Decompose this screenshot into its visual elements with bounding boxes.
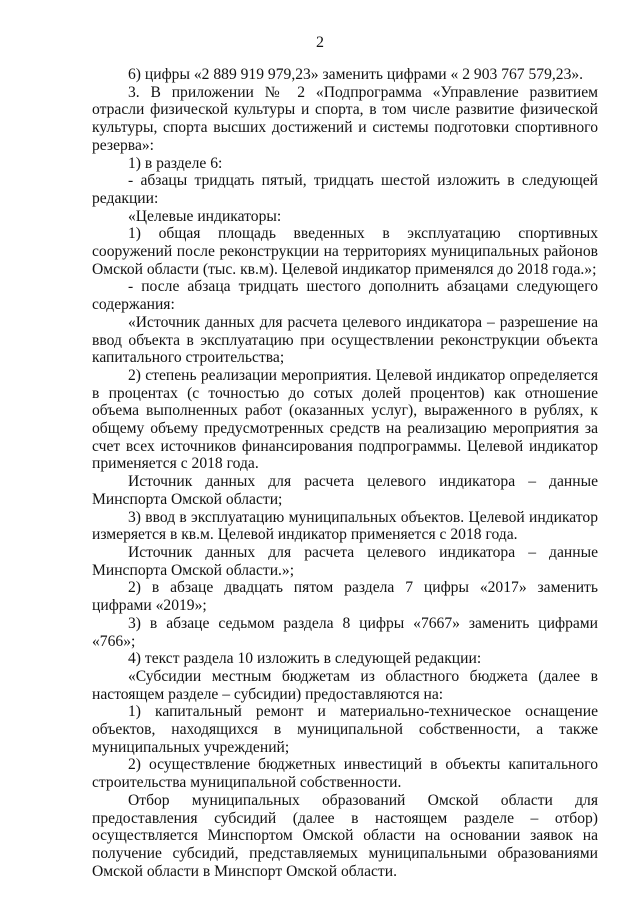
paragraph: «Целевые индикаторы: [128, 207, 282, 225]
document-body [92, 66, 598, 880]
paragraph: «Источник данных для расчета целевого индикатора – разрешение на ввод объекта в эксплуатацию при осуществлении реконструкции объекта капитального строительства; [92, 313, 598, 367]
paragraph: 6) цифры «2 889 919 979,23» заменить цифрами « 2 903 767 579,23». [128, 66, 584, 83]
page-number: 2 [316, 34, 324, 51]
paragraph: Отбор муниципальных образований Омской области для предоставления субсидий (далее в настоящем разделе – отбор) осуществляется Минспортом Омской области на основании заявок на получение субсидий, представляемых муниципальными образованиями Омской области в Минспорт Омской области. [92, 791, 598, 880]
paragraph: 4) текст раздела 10 изложить в следующей редакции: [128, 650, 482, 668]
paragraph: Источник данных для расчета целевого индикатора – данные Минспорта Омской области.»; [92, 543, 598, 579]
paragraph: 1) общая площадь введенных в эксплуатацию спортивных сооружений после реконструкции на территориях муниципальных районов Омской области (тыс. кв.м). Целевой индикатор применялся до 2018 года.»; [92, 225, 598, 278]
paragraph: 2) осуществление бюджетных инвестиций в объекты капитального строительства муниципальной собственности. [92, 756, 598, 792]
paragraph: 3) в абзаце седьмом раздела 8 цифры «7667» заменить цифрами «766»; [92, 614, 598, 650]
paragraph: 1) капитальный ремонт и материально-техническое оснащение объектов, находящихся в муниципальной собственности, а также муниципальных учреждений; [92, 703, 598, 756]
paragraph: - абзацы тридцать пятый, тридцать шестой изложить в следующей редакции: [92, 172, 598, 207]
paragraph: - после абзаца тридцать шестого дополнить абзацами следующего содержания: [92, 278, 598, 314]
paragraph: 3) ввод в эксплуатацию муниципальных объектов. Целевой индикатор измеряется в кв.м. Целевой индикатор применяется с 2018 года. [92, 508, 598, 544]
paragraph: 1) в разделе 6: [128, 154, 223, 172]
paragraph: 3. В приложении № 2 «Подпрограмма «Управление развитием отрасли физической культуры и спорта, в том числе развитие физической культуры, спорта высших достижений и системы подготовки спортивного резерва»: [92, 83, 598, 154]
paragraph: «Субсидии местным бюджетам из областного бюджета (далее в настоящем разделе – субсидии) предоставляются на: [92, 667, 598, 703]
paragraph: Источник данных для расчета целевого индикатора – данные Минспорта Омской области; [92, 473, 598, 508]
paragraph: 2) в абзаце двадцать пятом раздела 7 цифры «2017» заменить цифрами «2019»; [92, 579, 598, 615]
paragraph: 2) степень реализации мероприятия. Целевой индикатор определяется в процентах (с точностью до сотых долей процентов) как отношение объема выполненных работ (оказанных услуг), выраженного в рублях, к общему объему предусмотренных средств на реализацию мероприятия за счет всех источников финансирования подпрограммы. Целевой индикатор применяется с 2018 года. [92, 366, 598, 473]
